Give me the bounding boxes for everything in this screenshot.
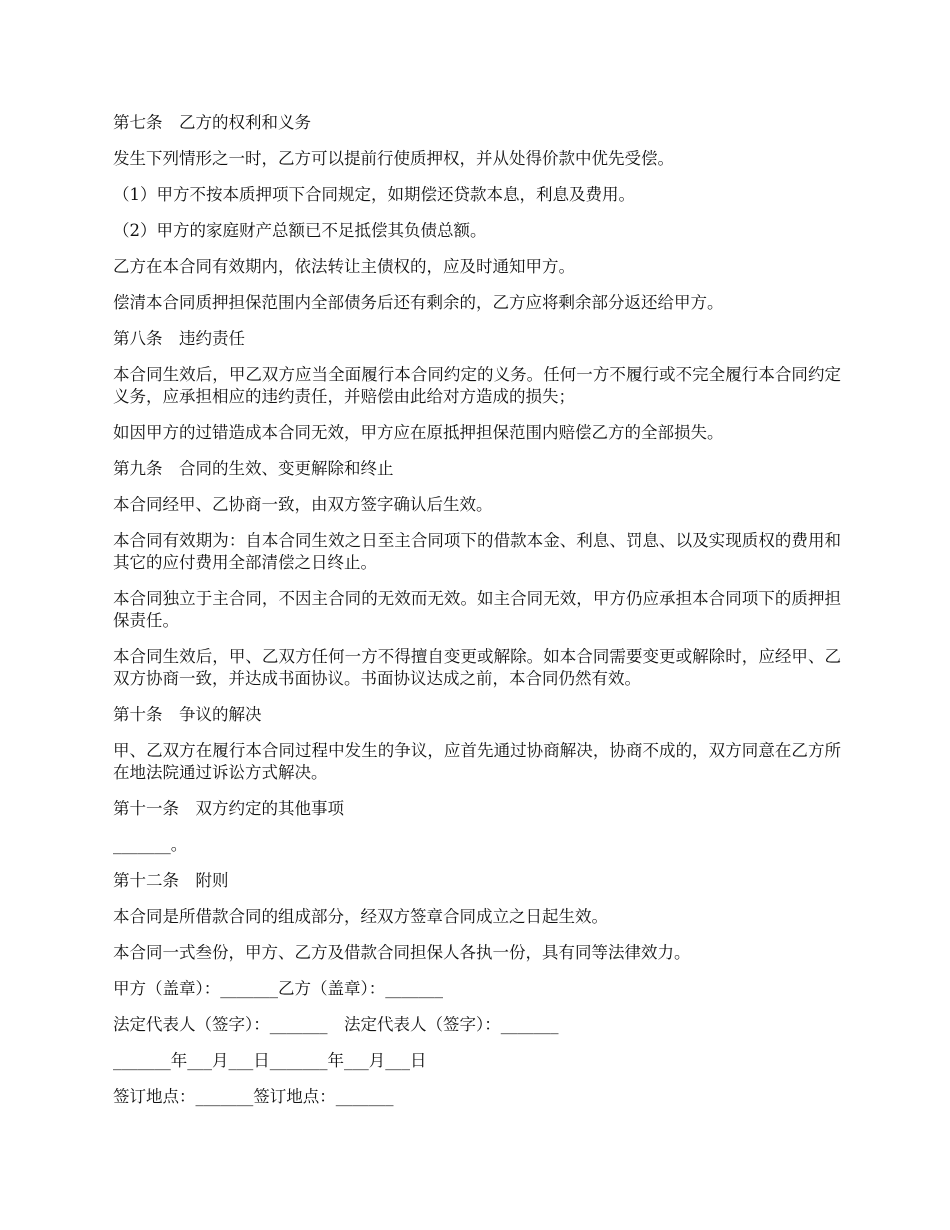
article-12-clause-1: 本合同是所借款合同的组成部分，经双方签章合同成立之日起生效。: [113, 907, 608, 926]
article-9-clause-2: 本合同有效期为：自本合同生效之日至主合同项下的借款本金、利息、罚息、以及实现质权的费用和其它的应付费用全部清偿之日终止。: [113, 531, 841, 572]
article-10-heading: 第十条 争议的解决: [113, 705, 262, 724]
article-8-heading: 第八条 违约责任: [113, 329, 245, 348]
article-9-clause-1: 本合同经甲、乙协商一致，由双方签字确认后生效。: [113, 495, 493, 514]
article-10-clause-1: 甲、乙双方在履行本合同过程中发生的争议，应首先通过协商解决，协商不成的，双方同意在乙方所在地法院通过诉讼方式解决。: [113, 741, 841, 782]
article-7-clause-2: 乙方在本合同有效期内，依法转让主债权的，应及时通知甲方。: [113, 257, 575, 276]
signature-location-line: 签订地点：_______签订地点：_______: [113, 1087, 394, 1106]
article-12-clause-2: 本合同一式叁份，甲方、乙方及借款合同担保人各执一份，具有同等法律效力。: [113, 943, 691, 962]
article-9-clause-3: 本合同独立于主合同，不因主合同的无效而无效。如主合同无效，甲方仍应承担本合同项下的质押担保责任。: [113, 589, 841, 630]
signature-seal-line: 甲方（盖章）：_______乙方（盖章）：_______: [113, 979, 443, 998]
article-11-heading: 第十一条 双方约定的其他事项: [113, 799, 344, 818]
signature-representative-line: 法定代表人（签字）：_______ 法定代表人（签字）：_______: [113, 1015, 559, 1034]
document-body: [113, 112, 841, 1122]
article-7-clause-3: 偿清本合同质押担保范围内全部债务后还有剩余的，乙方应将剩余部分返还给甲方。: [113, 293, 724, 312]
article-7-item-2: （2）甲方的家庭财产总额已不足抵偿其负债总额。: [113, 221, 487, 240]
article-8-clause-1: 本合同生效后，甲乙双方应当全面履行本合同约定的义务。任何一方不履行或不完全履行本合同约定义务，应承担相应的违约责任，并赔偿由此给对方造成的损失；: [113, 365, 841, 406]
article-9-clause-4: 本合同生效后，甲、乙双方任何一方不得擅自变更或解除。如本合同需要变更或解除时，应经甲、乙双方协商一致，并达成书面协议。书面协议达成之前，本合同仍然有效。: [113, 647, 841, 688]
article-7-heading: 第七条 乙方的权利和义务: [113, 113, 311, 132]
article-9-heading: 第九条 合同的生效、变更解除和终止: [113, 459, 394, 478]
article-7-item-1: （1）甲方不按本质押项下合同规定，如期偿还贷款本息，利息及费用。: [113, 185, 635, 204]
article-7-clause-1: 发生下列情形之一时，乙方可以提前行使质押权，并从处得价款中优先受偿。: [113, 149, 674, 168]
article-11-blank: _______。: [113, 835, 188, 854]
article-8-clause-2: 如因甲方的过错造成本合同无效，甲方应在原抵押担保范围内赔偿乙方的全部损失。: [113, 423, 724, 442]
signature-date-line: _______年___月___日_______年___月___日: [113, 1051, 427, 1070]
article-12-heading: 第十二条 附则: [113, 871, 229, 890]
